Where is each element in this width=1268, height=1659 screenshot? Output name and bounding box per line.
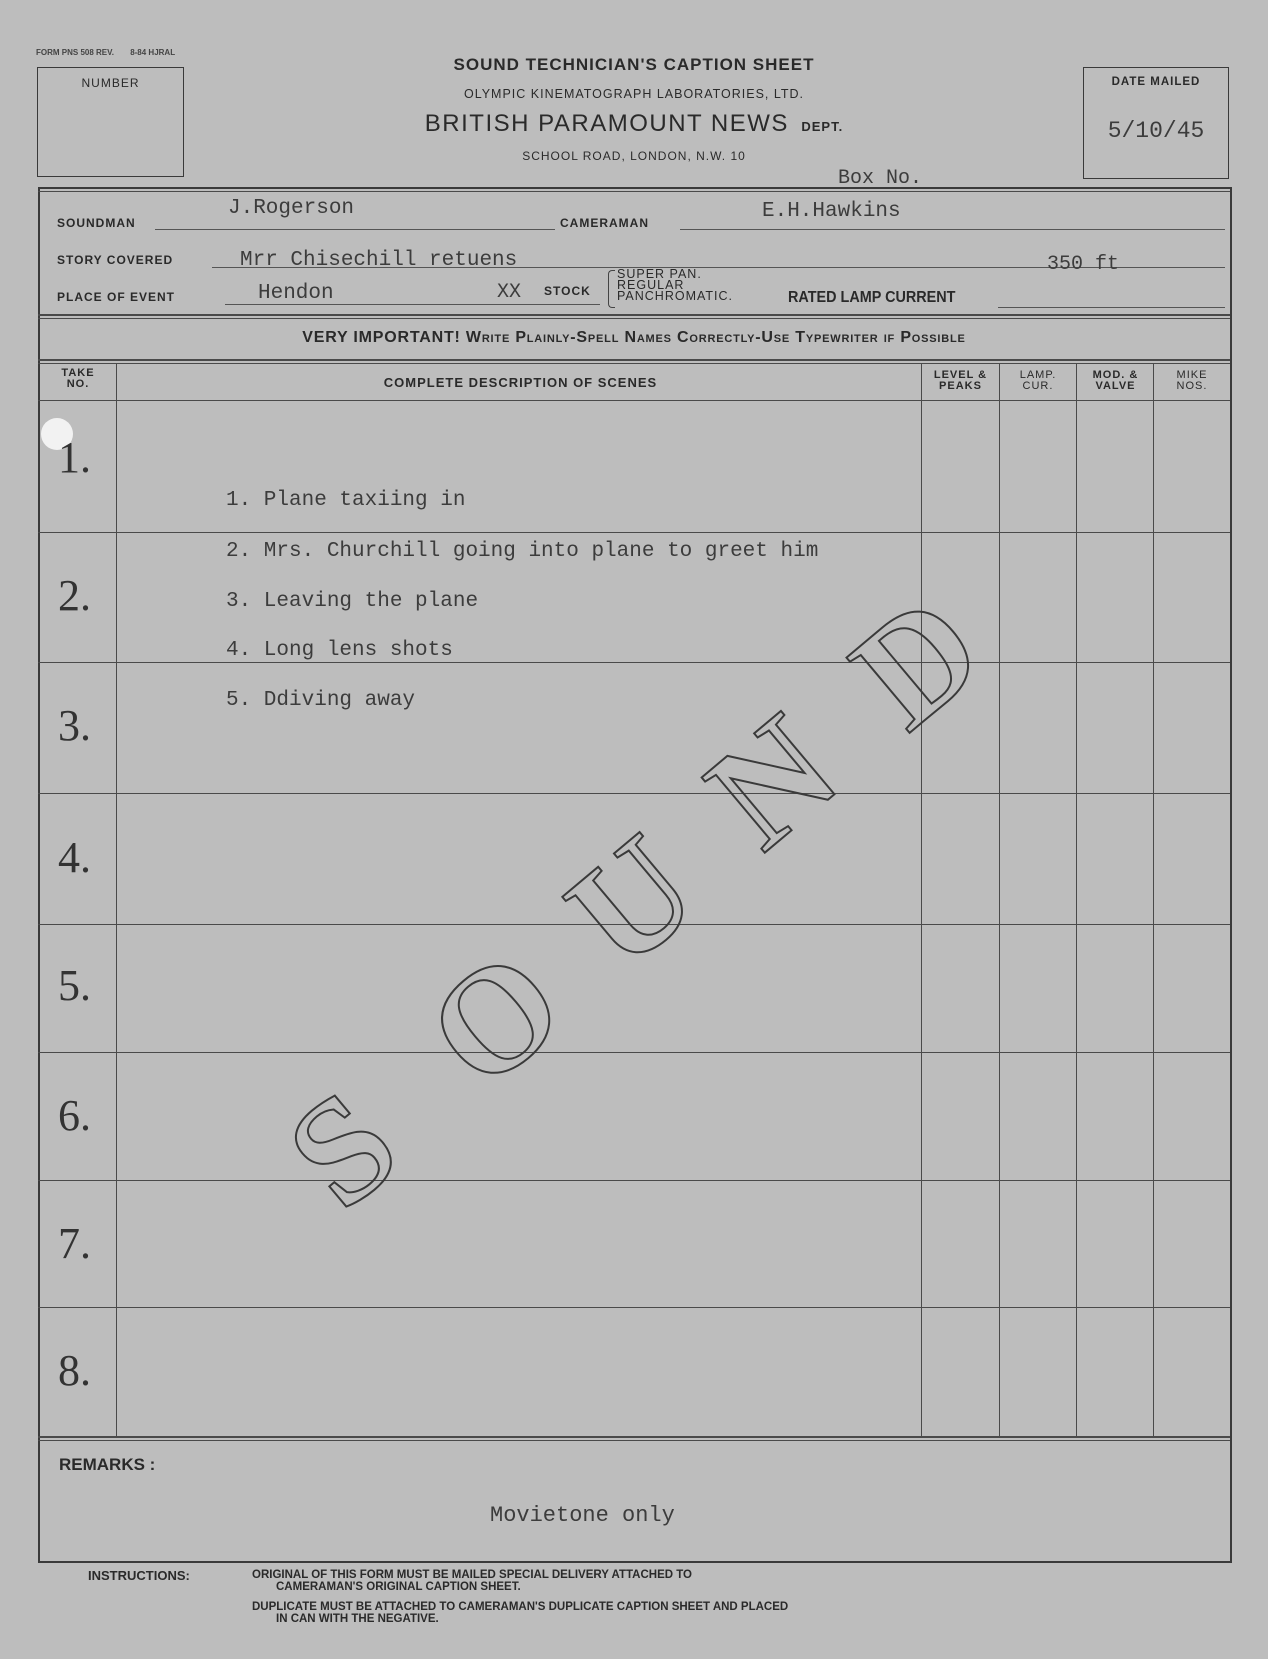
form-code-text: FORM PNS 508 REV.: [36, 48, 114, 57]
date-mailed-label: DATE MAILED: [1111, 76, 1201, 88]
take-number-8: 8.: [58, 1346, 91, 1395]
rated-lamp-current-label: RATED LAMP CURRENT: [788, 289, 956, 306]
stamp-letter-u: U: [537, 803, 727, 1000]
address: SCHOOL ROAD, LONDON, N.W. 10: [522, 149, 746, 163]
mod-header-line1: MOD. &: [1092, 369, 1139, 381]
story-covered-label: STORY COVERED: [57, 253, 174, 267]
dept-label: DEPT.: [801, 119, 844, 134]
stamp-letter-o: O: [397, 917, 594, 1120]
cameraman-label: CAMERAMAN: [560, 216, 649, 230]
lamp-header-line2: CUR.: [1022, 380, 1054, 392]
soundman-label: SOUNDMAN: [57, 216, 136, 230]
remarks-label: REMARKS :: [59, 1455, 156, 1474]
instructions-label: INSTRUCTIONS:: [88, 1568, 190, 1583]
place-label: PLACE OF EVENT: [57, 290, 176, 304]
instructions-text: [252, 1569, 788, 1625]
mod-header-line2: VALVE: [1095, 380, 1136, 392]
take-number-7: 7.: [58, 1219, 91, 1268]
stock-label: STOCK: [544, 284, 591, 298]
number-label: NUMBER: [81, 76, 140, 90]
take-number-5: 5.: [58, 961, 91, 1010]
instructions-line-1: ORIGINAL OF THIS FORM MUST BE MAILED SPECIAL DELIVERY ATTACHED TO: [252, 1569, 692, 1581]
place-value: Hendon: [258, 282, 334, 305]
take-number-1: 1.: [58, 433, 91, 482]
scene-line-1: 1. Plane taxiing in: [226, 489, 466, 512]
take-number-2: 2.: [58, 571, 91, 620]
take-header-line2: NO.: [66, 378, 90, 390]
scene-line-2: 2. Mrs. Churchill going into plane to greet him: [226, 540, 819, 563]
scene-line-4: 4. Long lens shots: [226, 639, 453, 662]
instructions-line-2: CAMERAMAN'S ORIGINAL CAPTION SHEET.: [276, 1581, 521, 1593]
lamp-header-line1: LAMP.: [1019, 369, 1057, 381]
date-mailed-value: 5/10/45: [1107, 118, 1205, 144]
dept-name: BRITISH PARAMOUNT NEWS: [424, 110, 789, 137]
take-number-4: 4.: [58, 833, 91, 882]
mike-header-line1: MIKE: [1176, 369, 1208, 381]
scene-line-5: 5. Ddiving away: [226, 689, 416, 712]
stock-super-pan: SUPER PAN.: [617, 267, 702, 281]
take-number-6: 6.: [58, 1091, 91, 1140]
box-number-label: Box No.: [838, 167, 923, 190]
stock-panchromatic: PANCHROMATIC.: [617, 289, 734, 303]
take-number-3: 3.: [58, 701, 91, 750]
stock-regular: REGULAR: [617, 278, 685, 292]
stamp-letter-n: N: [677, 683, 867, 880]
cameraman-value: E.H.Hawkins: [762, 200, 901, 223]
instructions-line-4: IN CAN WITH THE NEGATIVE.: [276, 1613, 439, 1625]
story-covered-value: Mrr Chisechill retuens: [240, 249, 518, 272]
instructions-line-3: DUPLICATE MUST BE ATTACHED TO CAMERAMAN'S DUPLICATE CAPTION SHEET AND PLACED: [252, 1601, 789, 1613]
footage-value: 350 ft: [1047, 253, 1120, 276]
stamp-letter-d: D: [822, 563, 1012, 760]
scene-line-3: 3. Leaving the plane: [226, 590, 479, 613]
soundman-value: J.Rogerson: [228, 197, 355, 220]
remarks-value: Movietone only: [490, 1503, 675, 1528]
sheet-title: SOUND TECHNICIAN'S CAPTION SHEET: [453, 55, 815, 74]
company-name: OLYMPIC KINEMATOGRAPH LABORATORIES, LTD.: [463, 87, 805, 101]
level-header-line2: PEAKS: [939, 380, 982, 392]
description-header: COMPLETE DESCRIPTION OF SCENES: [383, 375, 658, 390]
stock-mark: XX: [497, 281, 522, 304]
important-note: VERY IMPORTANT! Write Plainly-Spell Names Correctly-Use Typewriter if Possible: [302, 329, 966, 346]
take-header-line1: TAKE: [61, 367, 95, 379]
level-header-line1: LEVEL &: [933, 369, 988, 381]
stamp-letter-s: S: [257, 1059, 428, 1240]
form-print-code: 8-84 HJRAL: [130, 48, 176, 57]
mike-header-line2: NOS.: [1176, 380, 1208, 392]
